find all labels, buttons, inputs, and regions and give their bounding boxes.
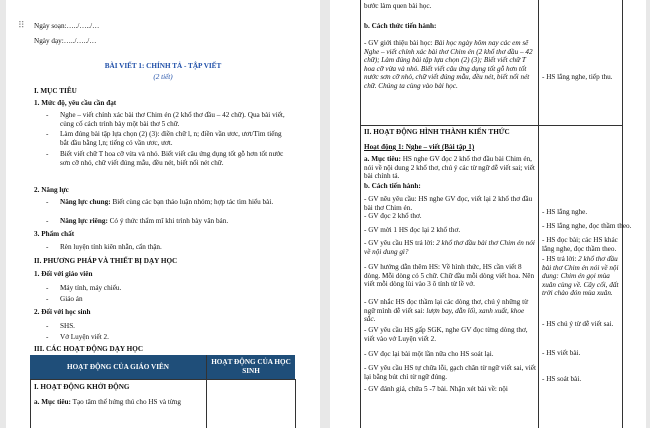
page-right	[330, 0, 646, 428]
student-item-1: SHS.	[60, 322, 75, 330]
student-step-5: - HS chú ý từ dễ viết sai.	[542, 320, 614, 328]
subsection-quality: 3. Phẩm chất	[34, 230, 75, 238]
student-listen: - HS lắng nghe, tiếp thu.	[542, 73, 613, 81]
goal-1: Nghe – viết chính xác bài thơ Chim én (2 khổ thơ đầu – 42 chữ). Qua bài viết, củng cố cách trình bày một bài thơ 5 chữ.	[60, 111, 285, 128]
bullet: -	[46, 322, 49, 330]
table-line	[295, 379, 296, 428]
page-left	[6, 0, 320, 428]
bullet: -	[46, 217, 49, 225]
subsection-ability: 2. Năng lực	[34, 186, 69, 194]
table-line	[360, 125, 622, 126]
subsection-student: 2. Đối với học sinh	[34, 308, 91, 316]
step-remind: - GV nhắc HS đọc thầm lại các dòng thơ, chú ý những từ ngữ mình dễ viết sai: lượn bay, dẫn lối, xanh xuất, khoe sắc.	[364, 298, 528, 324]
subsection-teacher: 1. Đối với giáo viên	[34, 270, 93, 278]
table-line	[538, 0, 539, 428]
step-invite: - GV mời 1 HS đọc lại 2 khổ thơ.	[364, 226, 461, 234]
row-start-goal-cont: bước làm quen bài học.	[364, 2, 432, 10]
table-line	[622, 0, 623, 428]
student-step-6: - HS viết bài.	[542, 349, 581, 357]
step-reread: - GV đọc lại bài một lần nữa cho HS soát lại.	[364, 350, 494, 358]
bullet: -	[46, 150, 49, 158]
step-read: - GV đọc 2 khổ thơ.	[364, 212, 422, 220]
teacher-item-2: Giáo án	[60, 295, 83, 303]
date-teach: Ngày dạy:…../…../…	[34, 37, 97, 45]
step-guide: - GV hướng dẫn thêm HS: Về hình thức, HS cần viết 8 dòng. Mỗi dòng có 5 chữ. Chữ đầu mỗi dòng viết hoa. Nên viết mỗi dòng lùi vào 3 ô tính từ lề vở.	[364, 263, 535, 289]
student-item-2: Vở Luyện viết 2.	[60, 333, 109, 341]
section-knowledge: II. HOẠT ĐỘNG HÌNH THÀNH KIẾN THỨC	[364, 128, 510, 136]
table-header-teacher: HOẠT ĐỘNG CỦA GIÁO VIÊN	[30, 355, 206, 379]
ability-specific: Năng lực riêng: Có ý thức thẩm mĩ khi trình bày văn bản.	[60, 217, 229, 225]
step-dictation: - GV yêu cầu HS gấp SGK, nghe GV đọc từng dòng thơ, viết vào vở Luyện viết 2.	[364, 326, 528, 343]
move-handle-icon[interactable]: ⠿	[18, 21, 24, 31]
ability-general: Năng lực chung: Biết cùng các bạn thảo luận nhóm; hợp tác tìm hiểu bài.	[60, 198, 274, 206]
step-request: - GV nêu yêu cầu: HS nghe GV đọc, viết lại 2 khổ thơ đầu bài thơ Chim én.	[364, 195, 533, 212]
student-step-1: - HS lắng nghe.	[542, 208, 588, 216]
lesson-periods: (2 tiết)	[153, 73, 173, 81]
step-self-correct: - GV yêu cầu HS tự chữa lỗi, gạch chân từ ngữ viết sai, viết lại bằng bút chì từ ngữ đúng.	[364, 364, 536, 381]
bullet: -	[46, 295, 49, 303]
student-step-2: - HS lắng nghe, đọc thầm theo.	[542, 222, 632, 230]
section-activities: III. CÁC HOẠT ĐỘNG DẠY HỌC	[34, 345, 144, 353]
row-start-title: I. HOẠT ĐỘNG KHỞI ĐỘNG	[34, 383, 130, 391]
table-line	[360, 0, 361, 428]
method-label: b. Cách thức tiến hành:	[364, 22, 437, 30]
activity-1-title: Hoạt động 1: Nghe – viết (Bài tập 1)	[364, 143, 475, 151]
table-line	[30, 379, 31, 428]
table-line	[30, 379, 295, 380]
date-prepare: Ngày soạn:…../…../…	[34, 22, 100, 30]
student-step-7: - HS soát bài.	[542, 375, 582, 383]
page-gutter	[320, 0, 330, 428]
goal-3: Biết viết chữ T hoa cỡ vừa và nhỏ. Biết viết câu ứng dụng tốt gỗ hơn tốt nước sơn cỡ nhỏ, chữ viết đúng mẫu, đều nét, biết nối nét chữ.	[60, 150, 284, 167]
section-methods: II. PHƯƠNG PHÁP VÀ THIẾT BỊ DẠY HỌC	[34, 257, 178, 265]
table-header-student: HOẠT ĐỘNG CỦA HỌC SINH	[207, 355, 295, 379]
goal-2: Làm đúng bài tập lựa chọn (2) (3): điền chữ l, n; điền vần ươc, ươt/Tìm tiếng bắt đầu bằng l,n; tiếng có vần ươc, ươt.	[60, 130, 282, 147]
activity-1-method: b. Cách tiến hành:	[364, 182, 421, 190]
quality-1: Rèn luyện tính kiên nhẫn, cẩn thận.	[60, 243, 162, 251]
lesson-title: BÀI VIẾT 1: CHÍNH TẢ - TẬP VIẾT	[104, 62, 222, 70]
bullet: -	[46, 284, 49, 292]
bullet: -	[46, 243, 49, 251]
student-step-4: - HS trả lời: 2 khổ thơ đầu bài thơ Chim én nói về nội dung: Chim én gọi mùa xuân cùng về. Cây cối, đất trời chào đón mùa xuân.	[542, 255, 619, 298]
teacher-intro: - GV giới thiệu bài học: Bài học ngày hôm nay các em sẽ Nghe – viết chính xác bài thơ Chim én (2 khổ thơ đầu – 42 chữ); Làm đúng bài tập lựa chọn (2) (3); Biết viết chữ T hoa cỡ vừa và nhỏ. Biết viết câu ứng dụng tốt gỗ hơn tốt nước sơn cỡ nhỏ, chữ viết đúng mẫu, đều nét, biết nối nét chữ. Chúng ta cùng vào bài học.	[364, 39, 533, 90]
step-question: - GV yêu cầu HS trả lời: 2 khổ thơ đầu bài thơ Chim én nói về nội dung gì?	[364, 239, 535, 256]
step-evaluate: - GV đánh giá, chữa 5 -7 bài. Nhận xét bài về: nội	[364, 385, 508, 393]
row-start-goal: a. Mục tiêu: Tạo tâm thế hứng thú cho HS và từng	[34, 398, 182, 406]
student-step-3: - HS đọc bài; các HS khác lắng nghe, đọc thầm theo.	[542, 236, 618, 253]
bullet: -	[46, 333, 49, 341]
subsection-requirements: 1. Mức độ, yêu cầu cần đạt	[34, 99, 117, 107]
bullet: -	[46, 198, 49, 206]
bullet: -	[46, 111, 49, 119]
table-line	[206, 355, 207, 428]
section-goals: I. MỤC TIÊU	[34, 87, 77, 95]
bullet: -	[46, 130, 49, 138]
teacher-item-1: Máy tính, máy chiếu.	[60, 284, 122, 292]
activity-1-goal: a. Mục tiêu: HS nghe GV đọc 2 khổ thơ đầu bài Chim én, nói về nội dung 2 khổ thơ, chú ý các từ ngữ dễ viết sai; viết bài chính tả.	[364, 155, 535, 181]
